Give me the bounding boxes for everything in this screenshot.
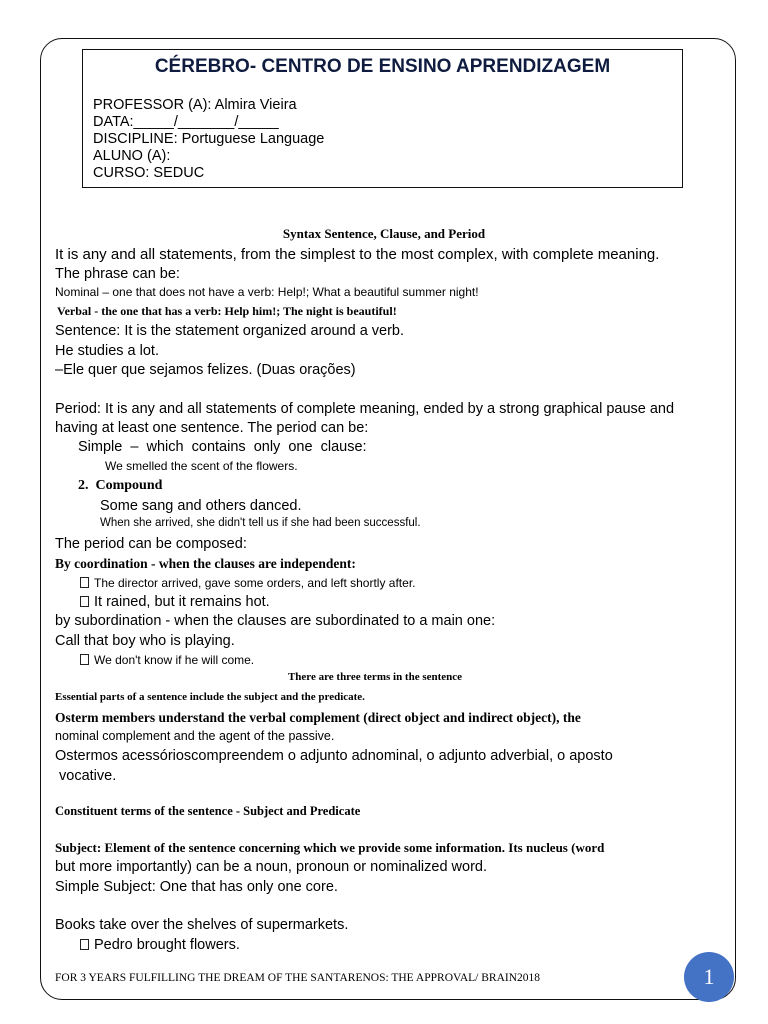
course-line: CURSO: SEDUC [93, 165, 205, 181]
student-line: ALUNO (A): [93, 148, 171, 164]
text-line: vocative. [55, 768, 117, 784]
text-line: Nominal – one that does not have a verb: Help!; What a beautiful summer night! [55, 285, 479, 299]
list-item: Pedro brought flowers. [80, 937, 240, 953]
section-title: Syntax Sentence, Clause, and Period [282, 226, 486, 241]
text-line: The period can be composed: [55, 536, 247, 552]
text-line: nominal complement and the agent of the passive. [55, 729, 335, 743]
text-line: There are three terms in the sentence [287, 671, 463, 683]
professor-line: PROFESSOR (A): Almira Vieira [93, 97, 297, 113]
list-item: We don't know if he will come. [80, 653, 254, 667]
text-line: Period: It is any and all statements of complete meaning, ended by a strong graphical pause and [55, 401, 675, 417]
text-line: The phrase can be: [55, 266, 180, 282]
text-line: Simple – which contains only one clause: [78, 439, 367, 455]
text-line: Ostermos acessórioscompreendem o adjunto adnominal, o adjunto adverbial, o aposto [55, 748, 613, 764]
text-line: When she arrived, she didn't tell us if she had been successful. [100, 517, 421, 529]
text-line: He studies a lot. [55, 343, 159, 359]
text-line: Essential parts of a sentence include the subject and the predicate. [55, 691, 365, 703]
text-line: –Ele quer que sejamos felizes. (Duas orações) [55, 362, 356, 378]
text-line: but more importantly) can be a noun, pronoun or nominalized word. [55, 859, 488, 875]
text-line: having at least one sentence. The period can be: [55, 420, 369, 436]
text-line: By coordination - when the clauses are independent: [55, 556, 356, 571]
header-box [82, 49, 683, 188]
text-line: Verbal - the one that has a verb: Help him!; The night is beautiful! [57, 304, 397, 318]
text-line: Simple Subject: One that has only one core. [55, 879, 338, 895]
text-line: Sentence: It is the statement organized around a verb. [55, 323, 405, 339]
text-line: Some sang and others danced. [100, 498, 302, 514]
text-line: It is any and all statements, from the simplest to the most complex, with complete meaning. [55, 246, 660, 263]
discipline-line: DISCIPLINE: Portuguese Language [93, 131, 325, 147]
footer-text: FOR 3 YEARS FULFILLING THE DREAM OF THE SANTARENOS: THE APPROVAL/ BRAIN2018 [55, 972, 541, 984]
text-line: 2. Compound [78, 478, 163, 493]
section-heading: Constituent terms of the sentence - Subject and Predicate [55, 804, 361, 818]
date-line: DATA:_____/_______/_____ [93, 114, 279, 130]
checkbox-icon [80, 654, 89, 665]
checkbox-icon [80, 596, 89, 607]
list-item: It rained, but it remains hot. [80, 594, 270, 610]
text-line: Books take over the shelves of supermarkets. [55, 917, 349, 933]
checkbox-icon [80, 577, 89, 588]
text-line: Call that boy who is playing. [55, 633, 235, 649]
text-line: Osterm members understand the verbal complement (direct object and indirect object), the [55, 710, 581, 725]
text-line: We smelled the scent of the flowers. [105, 459, 298, 473]
text-line: Subject: Element of the sentence concerning which we provide some information. Its nucleus (word [55, 840, 605, 855]
list-item: The director arrived, gave some orders, and left shortly after. [80, 576, 415, 590]
school-name: CÉREBRO- CENTRO DE ENSINO APRENDIZAGEM [154, 56, 611, 77]
page-number-badge: 1 [684, 952, 734, 1002]
text-line: by subordination - when the clauses are subordinated to a main one: [55, 613, 496, 629]
checkbox-icon [80, 939, 89, 950]
